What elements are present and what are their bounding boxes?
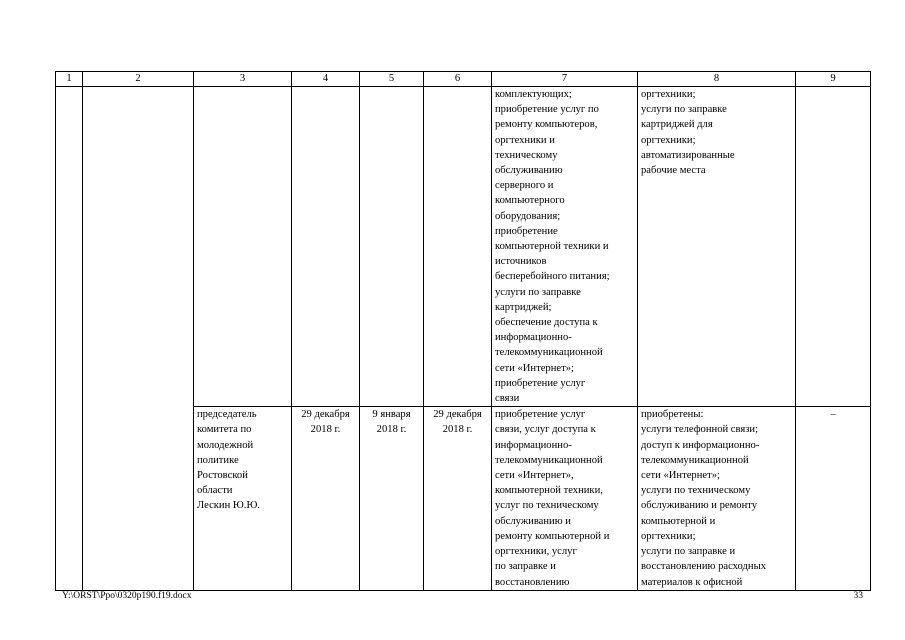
cell-text-line: картриджей для [641, 119, 713, 131]
cell-text-line: техническому [495, 149, 558, 161]
cell-text-line: обеспечение доступа к [495, 317, 598, 329]
cell-r1-col6 [424, 87, 492, 407]
cell-text-line: компьютерной техники, [495, 485, 603, 497]
cell-text-line: 9 января [372, 409, 411, 421]
cell-text-line: оргтехники и [495, 134, 555, 146]
cell-r2-col6 [424, 407, 492, 590]
cell-text-line: компьютерной техники и [495, 241, 609, 253]
cell-text-line: приобретение услуг по [495, 104, 599, 116]
cell-text-line: информационно- [495, 439, 572, 451]
cell-text-line: 2018 г. [310, 424, 341, 436]
cell-text-line: ремонту компьютеров, [495, 119, 598, 131]
cell-text-line: приобретение [495, 225, 558, 237]
cell-text-line: сети «Интернет»; [641, 470, 720, 482]
cell-r2-col4 [292, 407, 360, 590]
cell-r2-col5 [360, 407, 424, 590]
cell-text-line: обслуживанию [495, 165, 563, 177]
cell-text-line: услуг по техническому [495, 500, 599, 512]
cell-text-line: рабочие места [641, 165, 706, 177]
cell-text-line: приобретение услуг [495, 409, 586, 421]
footer-file-path: Y:\ORST\Ppo\0320p190.f19.docx [62, 591, 192, 601]
cell-text-line: бесперебойного питания; [495, 271, 610, 283]
cell-col1 [56, 87, 83, 591]
column-header-1: 1 [56, 72, 83, 87]
cell-text-line: – [830, 409, 836, 421]
column-header-9: 9 [796, 72, 871, 87]
cell-text-line: телекоммуникационной [495, 347, 603, 359]
cell-text-line: серверного и [495, 180, 554, 192]
cell-text-line: 2018 г. [376, 424, 407, 436]
cell-r1-col7 [492, 87, 638, 407]
cell-text-line: материалов к офисной [641, 576, 743, 588]
cell-text-line: услуги по заправке [495, 286, 581, 298]
cell-text-line: компьютерной и [641, 515, 716, 527]
cell-text-line: компьютерного [495, 195, 565, 207]
cell-text-line: оргтехники; [641, 89, 696, 100]
document-table [55, 71, 871, 591]
cell-text-line: 29 декабря [301, 409, 350, 421]
cell-text-line: Лескин Ю.Ю. [197, 500, 260, 512]
cell-text-line: молодежной [197, 439, 254, 451]
cell-text-line: политике [197, 454, 239, 466]
column-header-8: 8 [638, 72, 796, 87]
cell-r1-col4 [292, 87, 360, 407]
cell-r1-col3 [194, 87, 292, 407]
cell-text-line: обслуживанию и ремонту [641, 500, 758, 512]
cell-text-line: сети «Интернет»; [495, 362, 574, 374]
table-row [56, 87, 871, 407]
cell-text-line: услуги телефонной связи; [641, 424, 759, 436]
cell-r1-col8 [638, 87, 796, 407]
cell-text-line: оргтехники; [641, 134, 696, 146]
cell-text-line: связи [495, 393, 520, 405]
cell-text-line: сети «Интернет», [495, 470, 574, 482]
column-number-row [56, 72, 871, 87]
cell-r2-col3 [194, 407, 292, 590]
column-header-2: 2 [83, 72, 194, 87]
cell-text-line: председатель [197, 409, 257, 421]
column-header-4: 4 [292, 72, 360, 87]
cell-text-line: связи, услуг доступа к [495, 424, 596, 436]
cell-text-line: услуги по заправке и [641, 546, 736, 558]
cell-text-line: комитета по [197, 424, 252, 436]
cell-text-line: 2018 г. [442, 424, 473, 436]
cell-text-line: оргтехники; [641, 530, 696, 542]
cell-text-line: по заправке и [495, 561, 556, 573]
column-header-5: 5 [360, 72, 424, 87]
cell-text-line: доступ к информационно- [641, 439, 760, 451]
column-header-6: 6 [424, 72, 492, 87]
cell-text-line: источников [495, 256, 547, 268]
cell-text-line: оборудования; [495, 210, 561, 222]
cell-text-line: оргтехники, услуг [495, 546, 577, 558]
cell-text-line: картриджей; [495, 301, 552, 313]
cell-text-line: автоматизированные [641, 149, 735, 161]
column-header-7: 7 [492, 72, 638, 87]
cell-col2 [83, 87, 194, 591]
column-header-3: 3 [194, 72, 292, 87]
cell-text-line: Ростовской [197, 470, 248, 482]
cell-text-line: обслуживанию и [495, 515, 571, 527]
cell-text-line: комплектующих; [495, 89, 572, 100]
cell-r2-col7 [492, 407, 638, 590]
cell-text-line: восстановлению расходных [641, 561, 766, 573]
footer-page-number: 33 [853, 591, 863, 601]
cell-r1-col9 [796, 87, 871, 407]
cell-text-line: восстановлению [495, 576, 570, 588]
cell-r2-col9 [796, 407, 871, 590]
cell-text-line: услуги по заправке [641, 104, 727, 116]
cell-text-line: информационно- [495, 332, 572, 344]
cell-text-line: 29 декабря [433, 409, 482, 421]
cell-text-line: области [197, 485, 233, 497]
cell-text-line: телекоммуникационной [495, 454, 603, 466]
cell-r2-col8 [638, 407, 796, 590]
cell-text-line: услуги по техническому [641, 485, 751, 497]
cell-text-line: телекоммуникационной [641, 454, 749, 466]
cell-text-line: приобретение услуг [495, 377, 586, 389]
cell-r1-col5 [360, 87, 424, 407]
cell-text-line: ремонту компьютерной и [495, 530, 610, 542]
cell-text-line: приобретены: [641, 409, 704, 421]
